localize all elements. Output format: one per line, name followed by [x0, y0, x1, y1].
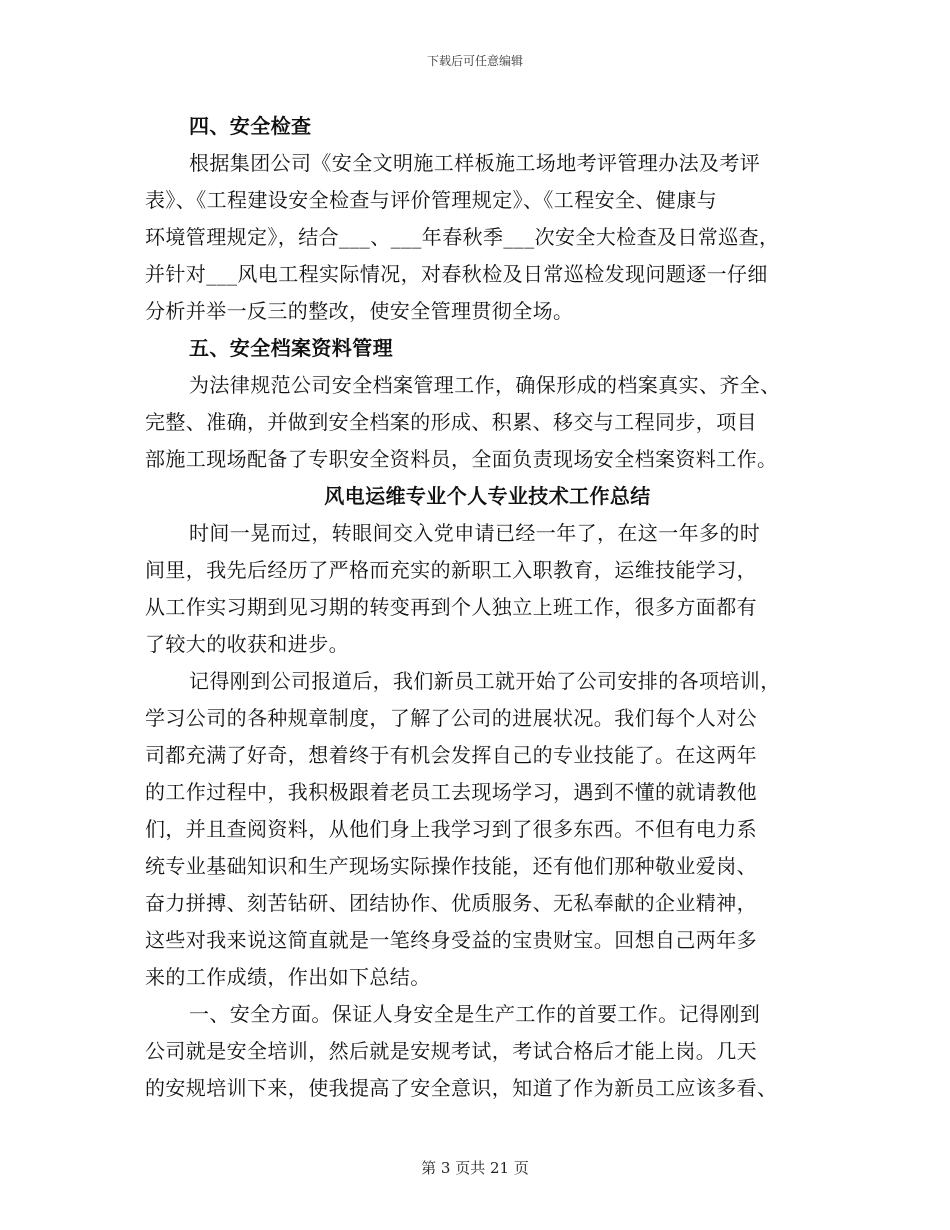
text-line: 从工作实习期到见习期的转变再到个人独立上班工作，很多方面都有 — [145, 595, 757, 619]
text-line: 并针对___风电工程实际情况，对春秋检及日常巡检发现问题逐一仔细 — [145, 262, 768, 286]
text-line: 了较大的收获和进步。 — [145, 632, 349, 656]
document-title: 风电运维专业个人专业技术工作总结 — [324, 484, 651, 508]
section-heading: 五、安全档案资料管理 — [189, 336, 393, 360]
text-line: 们，并且查阅资料，从他们身上我学习到了很多东西。不但有电力系 — [145, 817, 757, 841]
text-line: 完整、准确，并做到安全档案的形成、积累、移交与工程同步，项目 — [145, 410, 757, 434]
text-line: 为法律规范公司安全档案管理工作，确保形成的档案真实、齐全、 — [189, 373, 781, 397]
text-line: 环境管理规定》，结合___、___年春秋季___次安全大检查及日常巡查， — [145, 225, 780, 249]
text-line: 统专业基础知识和生产现场实际操作技能，还有他们那种敬业爱岗、 — [145, 854, 757, 878]
page-footer: 第 3 页共 21 页 — [421, 1159, 529, 1177]
text-line: 学习公司的各种规章制度，了解了公司的进展状况。我们每个人对公 — [145, 706, 757, 730]
text-line: 的安规培训下来，使我提高了安全意识，知道了作为新员工应该多看、 — [145, 1076, 778, 1100]
text-line: 表》、《工程建设安全检查与评价管理规定》、《工程安全、健康与 — [145, 188, 717, 212]
text-line: 时间一晃而过，转眼间交入党申请已经一年了，在这一年多的时 — [189, 521, 761, 545]
page-header: 下载后可任意编辑 — [426, 54, 523, 68]
text-line: 这些对我来说这简直就是一笔终身受益的宝贵财宝。回想自己两年多 — [145, 928, 757, 952]
text-line: 来的工作成绩，作出如下总结。 — [145, 965, 431, 989]
section-heading: 四、安全检查 — [189, 114, 312, 138]
text-line: 分析并举一反三的整改，使安全管理贯彻全场。 — [145, 299, 574, 323]
text-line: 间里，我先后经历了严格而充实的新职工入职教育，运维技能学习， — [145, 558, 757, 582]
text-line: 部施工现场配备了专职安全资料员，全面负责现场安全档案资料工作。 — [145, 447, 778, 471]
text-line: 司都充满了好奇，想着终于有机会发挥自己的专业技能了。在这两年 — [145, 743, 757, 767]
text-line: 的工作过程中，我积极跟着老员工去现场学习，遇到不懂的就请教他 — [145, 780, 757, 804]
text-line: 一、安全方面。保证人身安全是生产工作的首要工作。记得刚到 — [189, 1002, 761, 1026]
text-line: 奋力拼搏、刻苦钻研、团结协作、优质服务、无私奉献的企业精神， — [145, 891, 757, 915]
text-line: 公司就是安全培训，然后就是安规考试，考试合格后才能上岗。几天 — [145, 1039, 757, 1063]
text-line: 记得刚到公司报道后，我们新员工就开始了公司安排的各项培训， — [189, 669, 781, 693]
document-body — [145, 108, 810, 1107]
text-line: 根据集团公司《安全文明施工样板施工场地考评管理办法及考评 — [189, 151, 761, 175]
